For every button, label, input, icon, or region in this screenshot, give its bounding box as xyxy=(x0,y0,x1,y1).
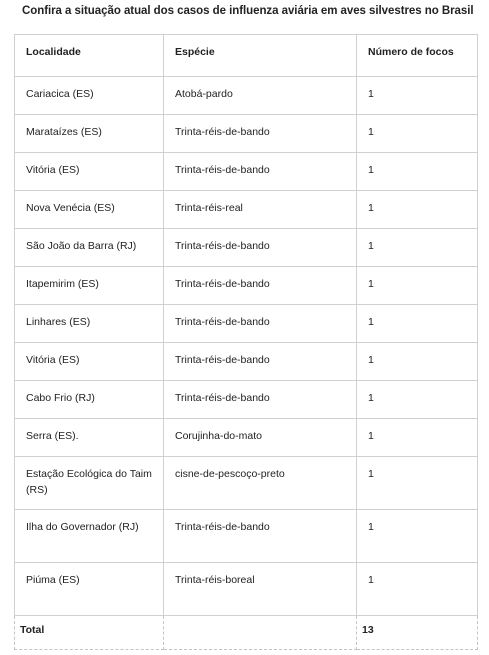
table-header-row xyxy=(15,35,478,77)
cell-localidade: Serra (ES). xyxy=(15,419,164,457)
table-row xyxy=(15,343,478,381)
table-row xyxy=(15,229,478,267)
cell-focos: 1 xyxy=(357,510,478,563)
cell-localidade: Piúma (ES) xyxy=(15,563,164,616)
table-row xyxy=(15,419,478,457)
cell-focos: 1 xyxy=(357,77,478,115)
cell-localidade: Marataízes (ES) xyxy=(15,115,164,153)
cell-especie: Trinta-réis-boreal xyxy=(164,563,357,616)
total-count: 13 xyxy=(357,616,478,650)
cell-especie: Trinta-réis-de-bando xyxy=(164,153,357,191)
cell-especie: Trinta-réis-de-bando xyxy=(164,381,357,419)
cell-localidade: São João da Barra (RJ) xyxy=(15,229,164,267)
header-numero-de-focos: Número de focos xyxy=(357,35,478,77)
cell-especie: Trinta-réis-real xyxy=(164,191,357,229)
cell-localidade: Vitória (ES) xyxy=(15,153,164,191)
cell-focos: 1 xyxy=(357,381,478,419)
cell-focos: 1 xyxy=(357,115,478,153)
table-row xyxy=(15,267,478,305)
total-label: Total xyxy=(15,616,164,650)
cell-localidade: Ilha do Governador (RJ) xyxy=(15,510,164,563)
table-row xyxy=(15,77,478,115)
table-row xyxy=(15,381,478,419)
table-row xyxy=(15,115,478,153)
cell-especie: Trinta-réis-de-bando xyxy=(164,510,357,563)
page-title: Confira a situação atual dos casos de influenza aviária em aves silvestres no Brasil xyxy=(22,5,474,17)
cell-localidade: Cariacica (ES) xyxy=(15,77,164,115)
cell-focos: 1 xyxy=(357,191,478,229)
cell-focos: 1 xyxy=(357,457,478,510)
cell-especie: Trinta-réis-de-bando xyxy=(164,115,357,153)
total-row xyxy=(15,616,478,650)
cell-focos: 1 xyxy=(357,343,478,381)
cell-especie: Trinta-réis-de-bando xyxy=(164,305,357,343)
cell-focos: 1 xyxy=(357,267,478,305)
cell-focos: 1 xyxy=(357,563,478,616)
table-row xyxy=(15,305,478,343)
cell-localidade: Itapemirim (ES) xyxy=(15,267,164,305)
cell-localidade: Cabo Frio (RJ) xyxy=(15,381,164,419)
table-row xyxy=(15,153,478,191)
total-species-cell xyxy=(164,616,357,650)
cell-focos: 1 xyxy=(357,305,478,343)
cell-localidade: Nova Venécia (ES) xyxy=(15,191,164,229)
header-localidade: Localidade xyxy=(15,35,164,77)
table-row xyxy=(15,191,478,229)
cell-especie: Trinta-réis-de-bando xyxy=(164,267,357,305)
table-row xyxy=(15,510,478,563)
cell-especie: Atobá-pardo xyxy=(164,77,357,115)
table-row xyxy=(15,563,478,616)
cell-focos: 1 xyxy=(357,153,478,191)
cell-focos: 1 xyxy=(357,229,478,267)
cell-especie: cisne-de-pescoço-preto xyxy=(164,457,357,510)
cell-localidade: Estação Ecológica do Taim (RS) xyxy=(15,457,164,510)
table-row xyxy=(15,457,478,510)
cell-especie: Corujinha-do-mato xyxy=(164,419,357,457)
header-especie: Espécie xyxy=(164,35,357,77)
cell-especie: Trinta-réis-de-bando xyxy=(164,229,357,267)
cell-focos: 1 xyxy=(357,419,478,457)
cell-localidade: Linhares (ES) xyxy=(15,305,164,343)
cell-especie: Trinta-réis-de-bando xyxy=(164,343,357,381)
cell-localidade: Vitória (ES) xyxy=(15,343,164,381)
cases-table xyxy=(14,34,478,650)
